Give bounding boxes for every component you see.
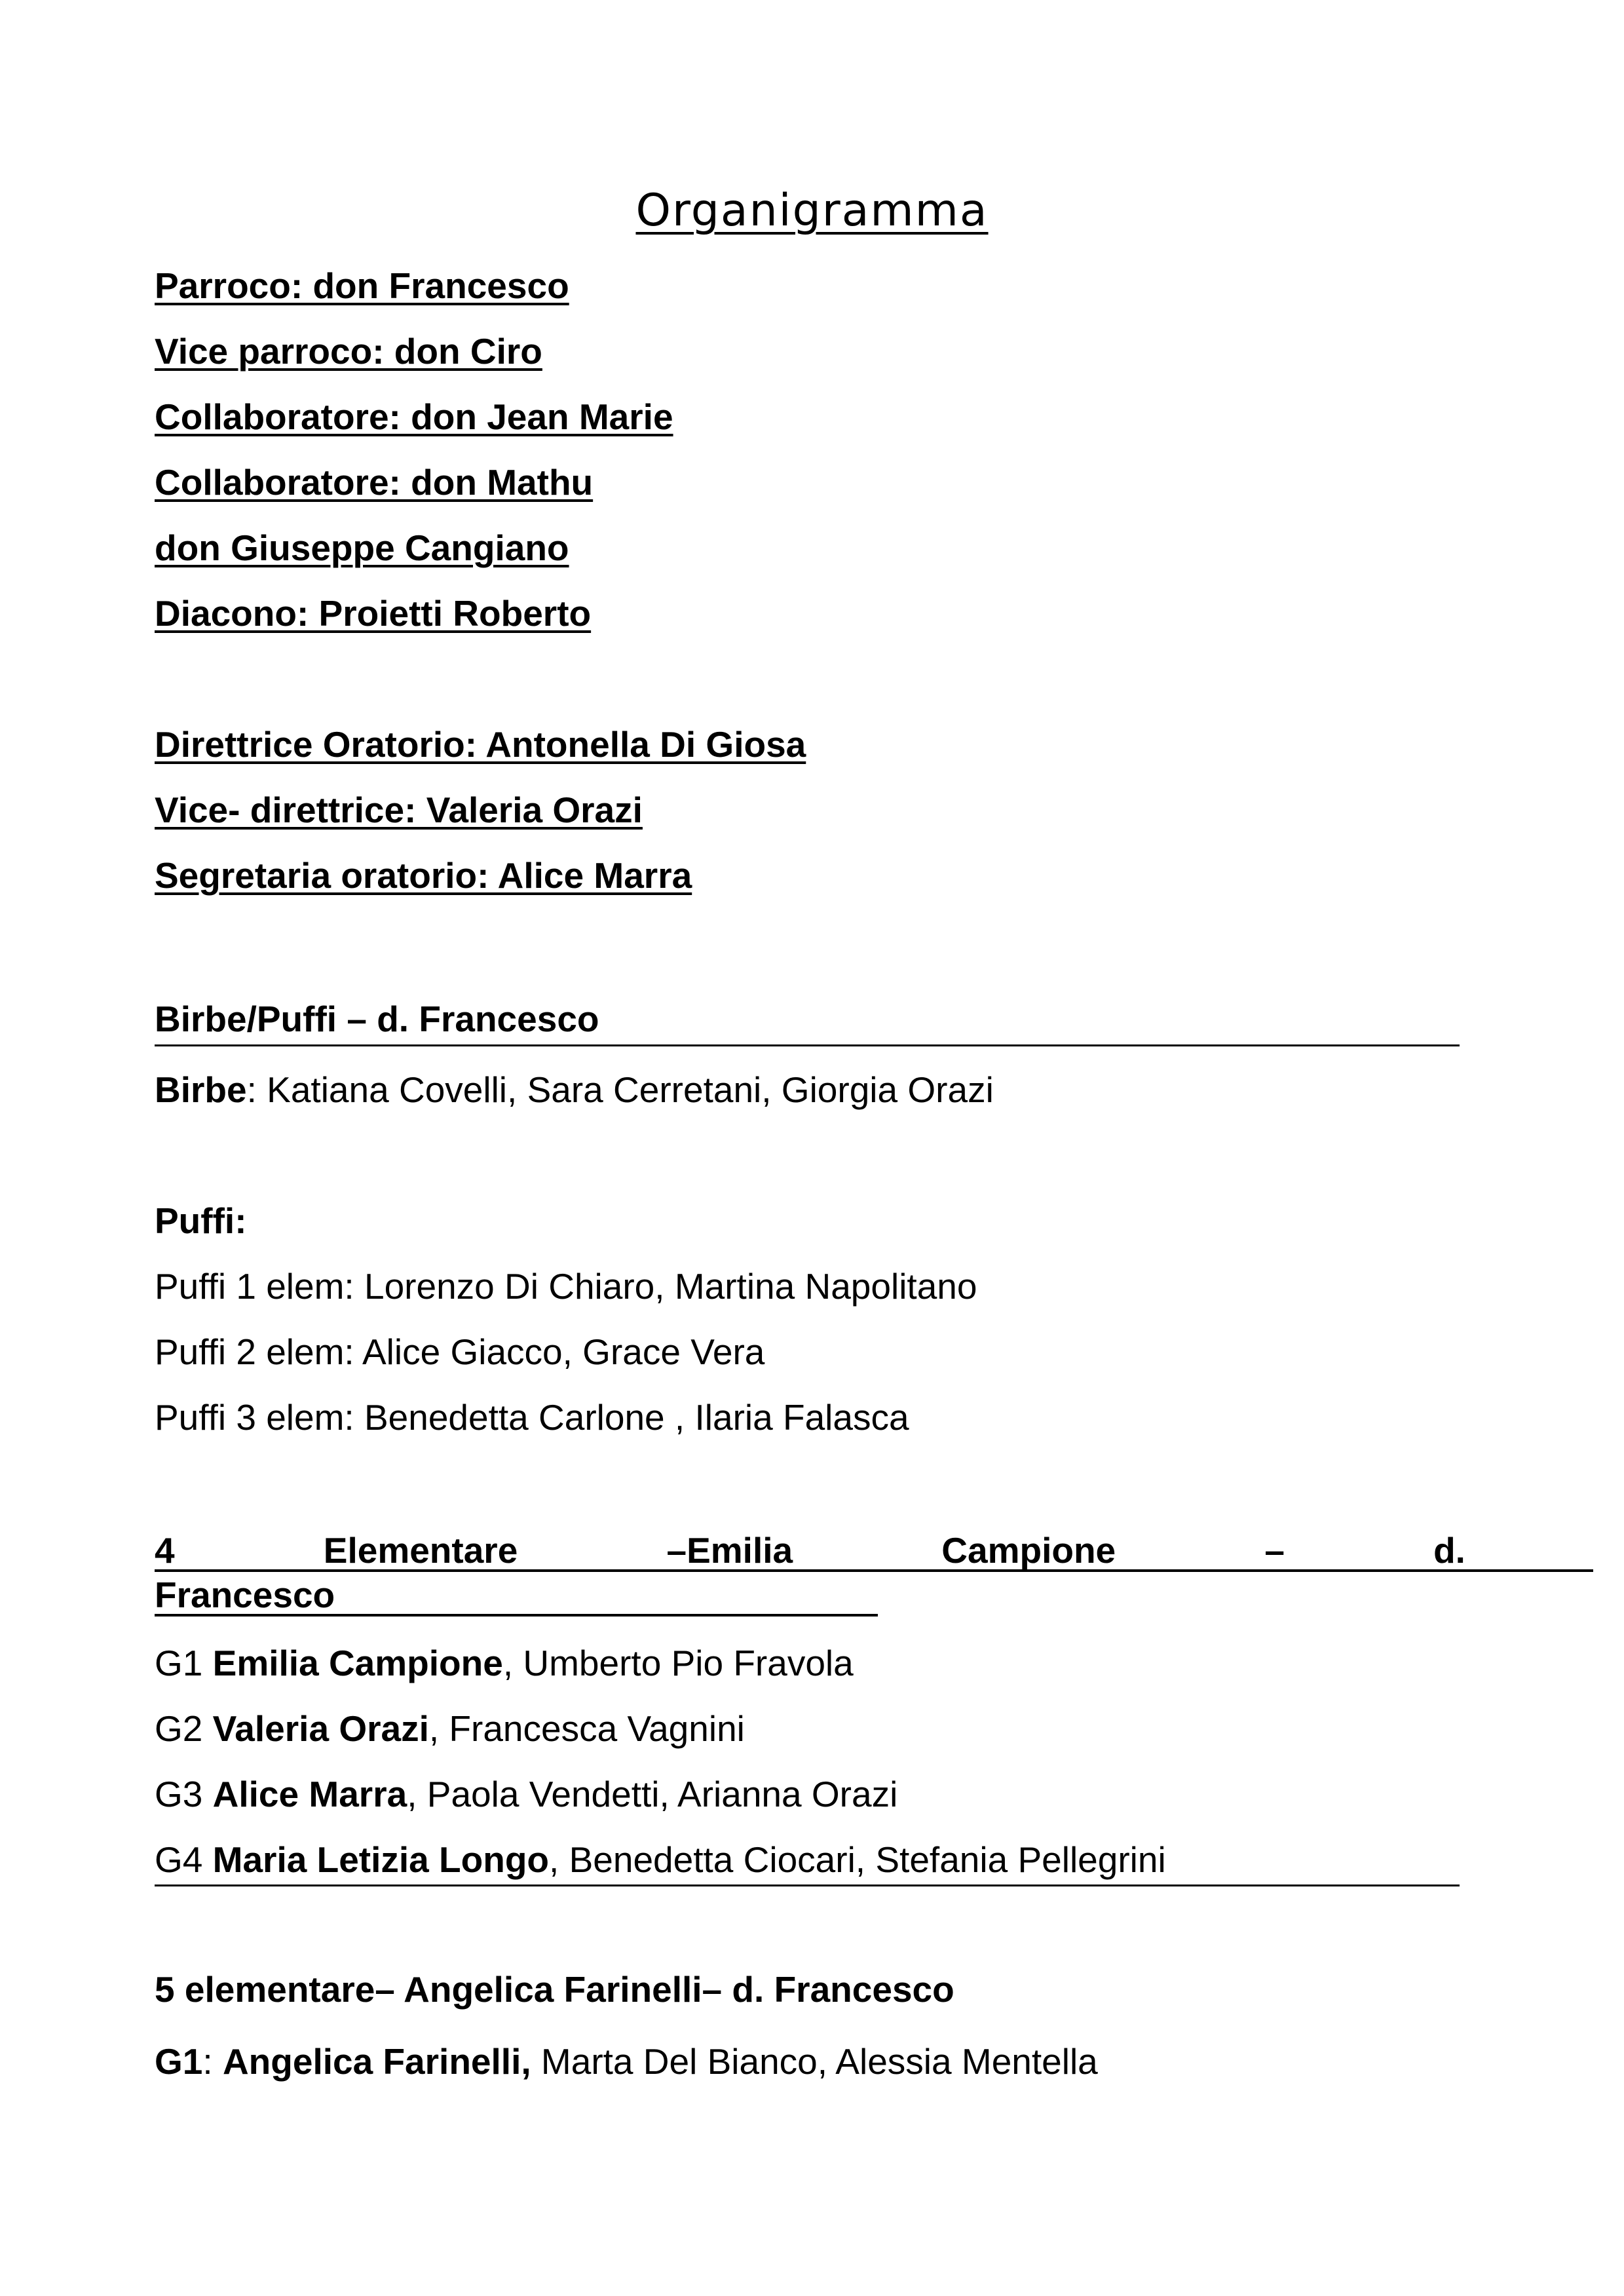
quarta-heading-line2: Francesco (155, 1575, 335, 1615)
group-leader: Alice Marra (212, 1774, 407, 1814)
group-leader: Valeria Orazi (212, 1708, 429, 1749)
group-members: , Umberto Pio Fravola (502, 1643, 854, 1683)
quarta-heading-word: Elementare (323, 1530, 518, 1571)
clergy-line-don-giuseppe: don Giuseppe Cangiano (155, 527, 569, 568)
oratorio-vice-direttrice: Vice- direttrice: Valeria Orazi (155, 790, 643, 830)
group-leader: Angelica Farinelli, (222, 2041, 531, 2082)
group-members: , Benedetta Ciocari, Stefania Pellegrini (549, 1839, 1166, 1880)
clergy-line-vice-parroco: Vice parroco: don Ciro (155, 331, 542, 372)
puffi-line-3: Puffi 3 elem: Benedetta Carlone , Ilaria Falasca (155, 1397, 909, 1438)
clergy-line-collaboratore-2: Collaboratore: don Mathu (155, 462, 594, 503)
group-members: Marta Del Bianco, Alessia Mentella (531, 2041, 1098, 2082)
section-divider (155, 1044, 1460, 1046)
group-code: G1 (155, 2041, 203, 2082)
quarta-group-g1 (155, 1641, 854, 1685)
group-code: G2 (155, 1708, 213, 1749)
quarta-heading-word: – (1264, 1530, 1285, 1571)
group-code: G1 (155, 1643, 213, 1683)
group-code: G4 (155, 1839, 213, 1880)
quarta-heading-underline-2 (155, 1614, 878, 1617)
clergy-line-parroco: Parroco: don Francesco (155, 265, 569, 306)
quarta-group-g3 (155, 1772, 897, 1816)
quarta-heading-word: Campione (941, 1530, 1116, 1571)
page-title: Organigramma (635, 185, 989, 237)
puffi-line-2: Puffi 2 elem: Alice Giacco, Grace Vera (155, 1331, 765, 1372)
quarta-group-g2 (155, 1707, 745, 1750)
quarta-heading-word: d. (1433, 1530, 1465, 1571)
puffi-heading: Puffi: (155, 1200, 247, 1241)
group-members: , Francesca Vagnini (428, 1708, 745, 1749)
birbe-label: Birbe (155, 1069, 247, 1110)
group-leader: Emilia Campione (212, 1643, 503, 1683)
quarta-heading-word: 4 (155, 1530, 175, 1571)
oratorio-direttrice: Direttrice Oratorio: Antonella Di Giosa (155, 724, 806, 765)
quarta-group-g4 (155, 1838, 1166, 1881)
oratorio-segretaria: Segretaria oratorio: Alice Marra (155, 855, 692, 896)
puffi-line-1: Puffi 1 elem: Lorenzo Di Chiaro, Martina Napolitano (155, 1266, 977, 1307)
birbe-line (155, 1068, 994, 1111)
quinta-group-g1 (155, 2040, 1098, 2083)
clergy-line-diacono: Diacono: Proietti Roberto (155, 593, 592, 634)
group-members: , Paola Vendetti, Arianna Orazi (407, 1774, 898, 1814)
quarta-heading-underline (155, 1569, 1593, 1572)
birbe-puffi-heading: Birbe/Puffi – d. Francesco (155, 999, 599, 1039)
group-leader: Maria Letizia Longo (212, 1839, 550, 1880)
group-code: G3 (155, 1774, 213, 1814)
quarta-heading-line1 (155, 1529, 1465, 1572)
quarta-heading-word: –Emilia (666, 1530, 793, 1571)
birbe-names: : Katiana Covelli, Sara Cerretani, Giorgia Orazi (246, 1069, 994, 1110)
quinta-heading: 5 elementare– Angelica Farinelli– d. Francesco (155, 1969, 954, 2010)
clergy-line-collaboratore-1: Collaboratore: don Jean Marie (155, 396, 673, 437)
group-separator: : (202, 2041, 223, 2082)
section-divider (155, 1885, 1460, 1886)
